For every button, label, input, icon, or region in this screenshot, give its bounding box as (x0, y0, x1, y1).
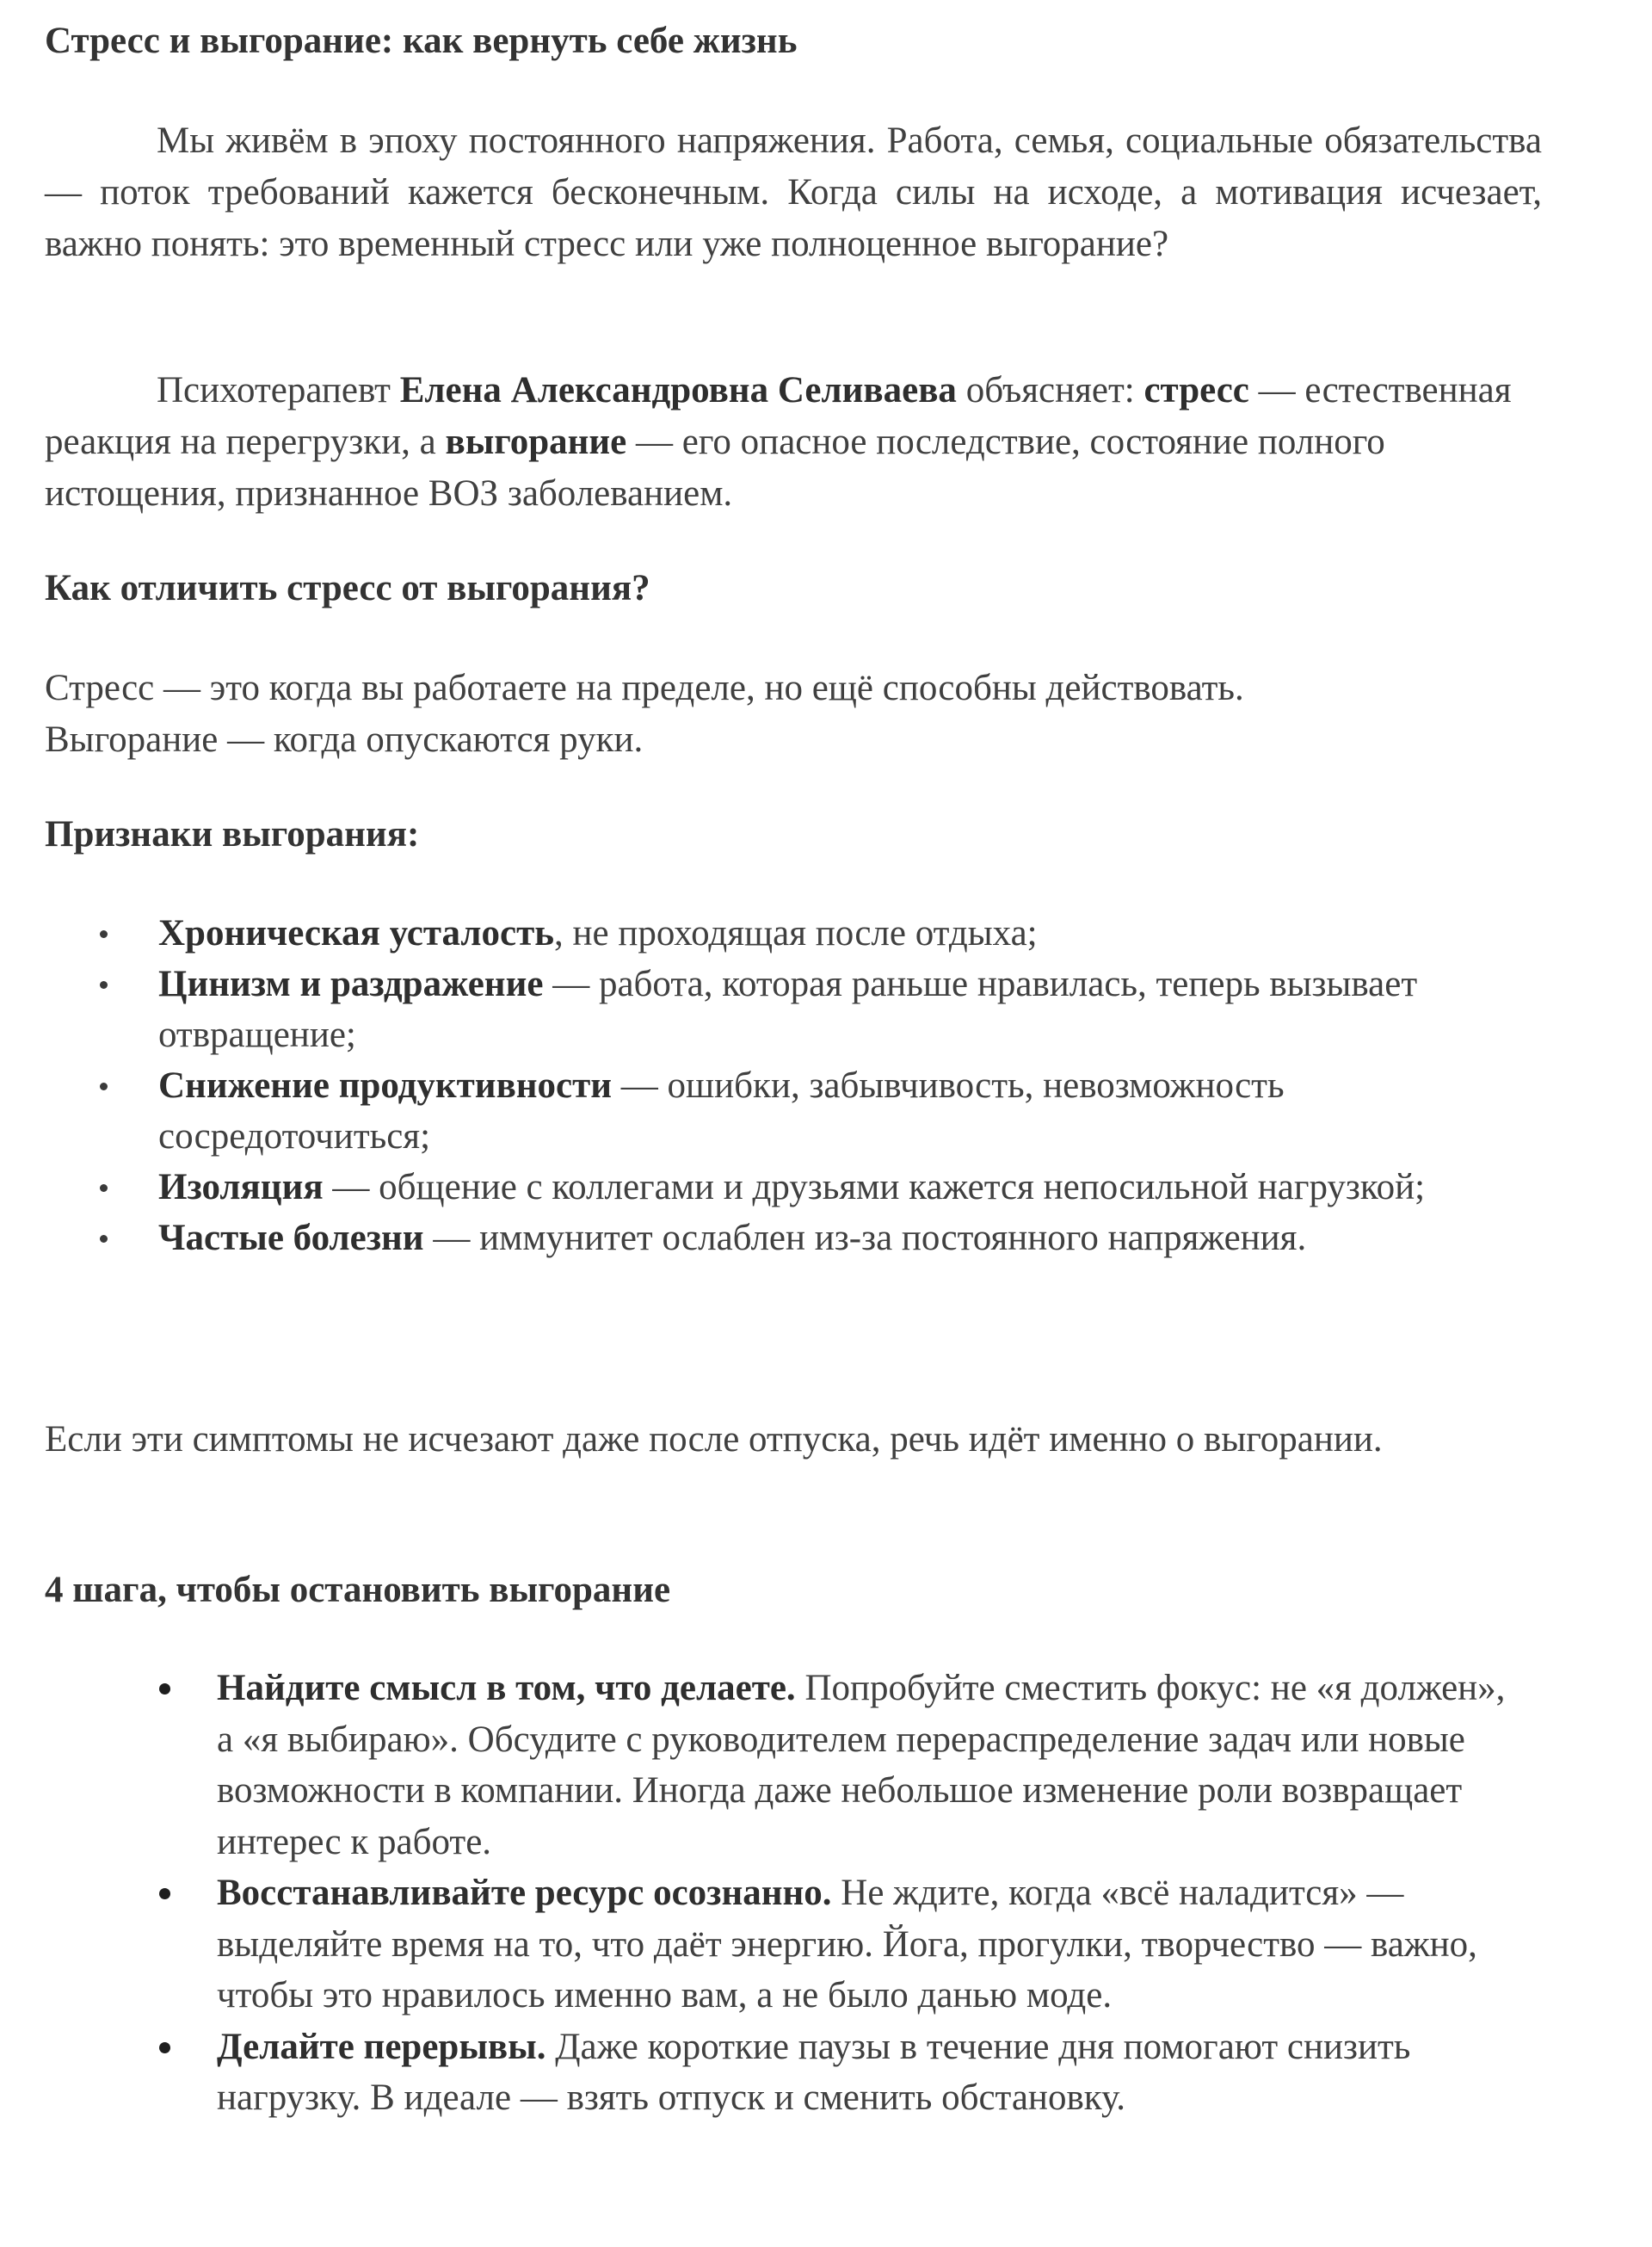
difference-text-stress: Стресс — это когда вы работаете на пределе, но ещё способны действовать. (45, 668, 1244, 708)
expert-name: Елена Александровна Селиваева (399, 370, 957, 411)
bullet-icon (159, 2042, 170, 2053)
term-burnout: выгорание (445, 422, 627, 462)
document-title: Стресс и выгорание: как вернуть себе жизнь (45, 21, 798, 61)
bullet-icon (100, 1083, 108, 1090)
term-stress: стресс (1143, 370, 1249, 411)
bullet-icon (100, 930, 108, 938)
sign-title: Частые болезни (158, 1218, 424, 1258)
expert-mid-1: объясняет: (956, 370, 1144, 411)
sign-title: Хроническая усталость (158, 913, 554, 954)
step-title: Найдите смысл в том, что делаете. (217, 1668, 796, 1708)
step-text: Даже короткие паузы в течение дня помогают снизить нагрузку. В идеале — взять отпуск и сменить обстановку. (217, 2026, 1411, 2118)
signs-heading: Признаки выгорания: (45, 814, 420, 855)
bullet-icon (100, 1235, 108, 1243)
sign-title: Изоляция (158, 1167, 324, 1207)
step-title: Делайте перерывы. (217, 2026, 546, 2067)
list-item (45, 959, 1542, 1060)
bullet-icon (100, 981, 108, 989)
bullet-icon (159, 1888, 170, 1899)
list-item (45, 1663, 1542, 1867)
step-text: Попробуйте сместить фокус: не «я должен», а «я выбираю». Обсудите с руководителем перераспределение задач или новые возможности в компании. Иногда даже небольшое изменение роли возвращает интерес к работе. (217, 1668, 1506, 1862)
sign-title: Цинизм и раздражение (158, 964, 544, 1004)
steps-heading: 4 шага, чтобы остановить выгорание (45, 1570, 671, 1610)
sign-text: , не проходящая после отдыха; (553, 913, 1038, 954)
bullet-icon (159, 1683, 170, 1695)
list-item (45, 908, 1542, 959)
expert-prefix: Психотерапевт (157, 370, 400, 411)
bullet-icon (100, 1184, 108, 1192)
sign-text: — общение с коллегами и друзьями кажется непосильной нагрузкой; (323, 1167, 1426, 1207)
sign-text: — ошибки, забывчивость, невозможность сосредоточиться; (158, 1065, 1285, 1157)
expert-mid-2: — естественная реакция на перегрузки, а (45, 370, 1512, 462)
steps-list (45, 1663, 1542, 2124)
list-item (45, 1060, 1542, 1162)
sign-text: — иммунитет ослаблен из-за постоянного напряжения. (423, 1218, 1307, 1258)
expert-suffix: — его опасное последствие, состояние полного истощения, признанное ВОЗ заболеванием. (45, 422, 1385, 514)
list-item (45, 2022, 1542, 2124)
intro-paragraph: Мы живём в эпоху постоянного напряжения. Работа, семья, социальные обязательства — поток требований кажется бесконечным. Когда силы на исходе, а мотивация исчезает, важно понять: это временный стресс или уже полноценное выгорание? (45, 120, 1542, 264)
list-item (45, 1867, 1542, 2022)
list-item (45, 1213, 1542, 1263)
sign-title: Снижение продуктивности (158, 1065, 613, 1106)
difference-text-burnout: Выгорание — когда опускаются руки. (45, 719, 644, 760)
expert-paragraph (45, 365, 1542, 520)
step-title: Восстанавливайте ресурс осознанно. (217, 1873, 832, 1913)
difference-heading: Как отличить стресс от выгорания? (45, 568, 650, 608)
signs-conclusion: Если эти симптомы не исчезают даже после отпуска, речь идёт именно о выгорании. (45, 1419, 1383, 1460)
difference-paragraph (45, 663, 1542, 766)
signs-list (45, 908, 1542, 1263)
sign-text: — работа, которая раньше нравилась, теперь вызывает отвращение; (158, 964, 1418, 1055)
step-text: Не ждите, когда «всё наладится» — выделяйте время на то, что даёт энергию. Йога, прогулки, творчество — важно, чтобы это нравилось именно вам, а не было данью моде. (217, 1873, 1477, 2016)
list-item (45, 1162, 1542, 1213)
